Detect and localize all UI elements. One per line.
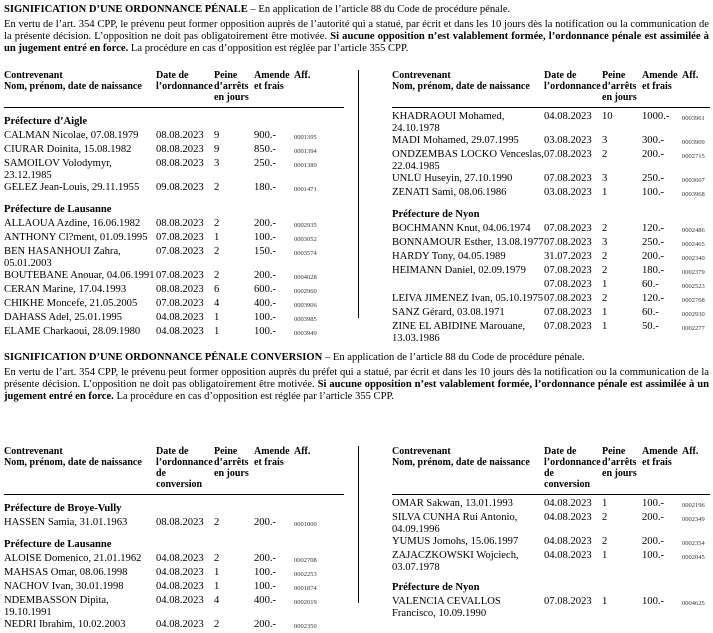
header-name: Contrevenant Nom, prénom, date de naissance xyxy=(392,70,544,108)
order-date: 04.08.2023 xyxy=(544,512,592,523)
table-row xyxy=(392,279,710,293)
header-name: Contrevenant Nom, prénom, date de naissance xyxy=(4,446,156,495)
days-arrest: 2 xyxy=(602,536,608,547)
group-header xyxy=(4,108,344,131)
fine-amount: 250.- xyxy=(254,158,277,169)
table-row xyxy=(392,187,710,201)
table-row xyxy=(4,232,344,246)
order-date: 04.08.2023 xyxy=(156,595,204,606)
conversion-table-right xyxy=(392,446,710,620)
order-date: 07.08.2023 xyxy=(544,223,592,234)
days-arrest: 2 xyxy=(602,149,608,160)
offender-name: KHADRAOUI Mohamed, 24.10.1978 xyxy=(392,111,505,134)
table-row xyxy=(4,284,344,298)
table-row xyxy=(392,321,710,345)
header-name: Contrevenant Nom, prénom, date de naissance xyxy=(392,446,544,495)
case-number: 0003052 xyxy=(294,236,317,243)
days-arrest: 2 xyxy=(602,223,608,234)
fine-amount: 600.- xyxy=(254,284,277,295)
offender-name: GELEZ Jean-Louis, 29.11.1955 xyxy=(4,182,140,193)
header-aff: Aff. xyxy=(682,446,710,495)
days-arrest: 1 xyxy=(602,279,608,290)
fine-amount: 100.- xyxy=(254,312,277,323)
table-row xyxy=(392,149,710,173)
case-number: 0003961 xyxy=(682,115,705,122)
conversion-table-left xyxy=(4,446,344,633)
section-paragraph: En vertu de l’art. 354 CPP, le prévenu peut former opposition auprès du préfet qui a statué, par écrit et dans les 10 jours dès la notification ou la communication de la présente décision. L’opposition ne doit pas obligatoirement être motivée. Si aucune opposition n’est valablement formée, l’ordonnance pénale est assimilée à un jugement entré en force. La procédure en cas d’opposition est réglée par l’article 355 CPP. xyxy=(4,367,709,402)
case-number: 0002523 xyxy=(682,283,705,290)
table-row xyxy=(4,246,344,270)
fine-amount: 60.- xyxy=(642,279,659,290)
offender-name: ANTHONY Cl?ment, 01.09.1995 xyxy=(4,232,148,243)
fine-amount: 200.- xyxy=(254,270,277,281)
case-number: 0001874 xyxy=(294,585,317,592)
table-row xyxy=(4,298,344,312)
order-date: 07.08.2023 xyxy=(156,246,204,257)
order-date: 07.08.2023 xyxy=(544,237,592,248)
section-paragraph: En vertu de l’art. 354 CPP, le prévenu peut former opposition auprès de l’autorité qui a statué, par écrit et dans les 10 jours dès la notification ou la communication de la présente décision. L’opposition ne doit pas obligatoirement être motivée. Si aucune opposition n’est valablement formée, l’ordonnance pénale est assimilée à un jugement entré en force. La procédure en cas d’opposition est réglée par l’article 355 CPP. xyxy=(4,19,709,54)
case-number: 0002379 xyxy=(682,269,705,276)
case-number: 0002019 xyxy=(294,599,317,606)
days-arrest: 2 xyxy=(602,251,608,262)
fine-amount: 250.- xyxy=(642,237,665,248)
order-date: 07.08.2023 xyxy=(544,596,592,607)
offender-name: MAHSAS Omar, 08.06.1998 xyxy=(4,567,128,578)
fine-amount: 300.- xyxy=(642,135,665,146)
fine-amount: 200.- xyxy=(254,218,277,229)
order-date: 07.08.2023 xyxy=(544,321,592,332)
column-divider xyxy=(358,70,359,318)
table-row xyxy=(392,135,710,149)
case-number: 0003968 xyxy=(682,191,705,198)
case-number: 0002354 xyxy=(682,540,705,547)
case-number: 0003985 xyxy=(294,316,317,323)
days-arrest: 2 xyxy=(602,512,608,523)
table-row xyxy=(4,581,344,595)
days-arrest: 3 xyxy=(602,135,608,146)
days-arrest: 2 xyxy=(214,182,220,193)
fine-amount: 100.- xyxy=(254,326,277,337)
offender-name: SANZ Gérard, 03.08.1971 xyxy=(392,307,505,318)
group-header xyxy=(392,201,710,223)
column-divider xyxy=(358,446,359,603)
case-number: 0002486 xyxy=(682,227,705,234)
offender-name: ALLAOUA Azdine, 16.06.1982 xyxy=(4,218,141,229)
order-date: 03.08.2023 xyxy=(544,135,592,146)
case-number: 0002465 xyxy=(682,241,705,248)
prefecture-name: Préfecture de Nyon xyxy=(392,209,480,220)
group-header xyxy=(392,574,710,596)
offender-name: YUMUS Jomohs, 15.06.1997 xyxy=(392,536,519,547)
offender-name: BOUTEBANE Anouar, 04.06.1991 xyxy=(4,270,155,281)
days-arrest: 2 xyxy=(602,293,608,304)
order-date: 04.08.2023 xyxy=(544,536,592,547)
offender-name: HASSEN Samia, 31.01.1963 xyxy=(4,517,128,528)
days-arrest: 10 xyxy=(602,111,613,122)
table-row xyxy=(392,223,710,237)
header-aff: Aff. xyxy=(294,70,344,108)
group-header xyxy=(4,531,344,553)
offender-name: SILVA CUNHA Rui Antonio, 04.09.1996 xyxy=(392,512,518,535)
order-date: 09.08.2023 xyxy=(156,182,204,193)
table-row xyxy=(392,111,710,135)
penalty-table-left xyxy=(4,70,344,340)
table-row xyxy=(4,553,344,567)
offender-name: ONDZEMBAS LOCKO Venceslas, 22.04.1985 xyxy=(392,149,544,172)
table-row xyxy=(392,251,710,265)
prefecture-name: Préfecture de Broye-Vully xyxy=(4,503,122,514)
order-date: 07.08.2023 xyxy=(156,298,204,309)
days-arrest: 9 xyxy=(214,130,220,141)
offender-name: ZINE EL ABIDINE Marouane, 13.03.1986 xyxy=(392,321,526,344)
table-row xyxy=(4,517,344,531)
case-number: 0002045 xyxy=(682,554,705,561)
days-arrest: 3 xyxy=(214,158,220,169)
offender-name: LEIVA JIMENEZ Ivan, 05.10.1975 xyxy=(392,293,544,304)
order-date: 04.08.2023 xyxy=(544,498,592,509)
offender-name: ALOISE Domenico, 21.01.1962 xyxy=(4,553,142,564)
days-arrest: 1 xyxy=(214,232,220,243)
group-header xyxy=(4,495,344,518)
header-peine: Peine d’arrêts en jours xyxy=(214,70,254,108)
table-row xyxy=(392,265,710,279)
fine-amount: 100.- xyxy=(642,550,665,561)
fine-amount: 180.- xyxy=(254,182,277,193)
prefecture-name: Préfecture de Lausanne xyxy=(4,539,112,550)
fine-amount: 100.- xyxy=(642,596,665,607)
table-row xyxy=(392,237,710,251)
days-arrest: 1 xyxy=(602,307,608,318)
table-header xyxy=(392,446,710,495)
offender-name: CHIKHE Moncefe, 21.05.2005 xyxy=(4,298,138,309)
offender-name: BOCHMANN Knut, 04.06.1974 xyxy=(392,223,531,234)
fine-amount: 200.- xyxy=(254,517,277,528)
table-row xyxy=(4,595,344,619)
order-date: 07.08.2023 xyxy=(544,293,592,304)
fine-amount: 850.- xyxy=(254,144,277,155)
case-number: 0002277 xyxy=(682,325,705,332)
offender-name: UNLÜ Huseyin, 27.10.1990 xyxy=(392,173,513,184)
fine-amount: 120.- xyxy=(642,293,665,304)
case-number: 0003906 xyxy=(294,302,317,309)
order-date: 04.08.2023 xyxy=(156,312,204,323)
fine-amount: 200.- xyxy=(254,553,277,564)
days-arrest: 2 xyxy=(214,270,220,281)
order-date: 04.08.2023 xyxy=(156,553,204,564)
offender-name: OMAR Sakwan, 13.01.1993 xyxy=(392,498,513,509)
table-row xyxy=(4,144,344,158)
prefecture-name: Préfecture de Lausanne xyxy=(4,204,112,215)
case-number: 0003667 xyxy=(682,177,705,184)
offender-name: DAHASS Adel, 25.01.1995 xyxy=(4,312,123,323)
offender-name: HARDY Tony, 04.05.1989 xyxy=(392,251,506,262)
group-header xyxy=(4,196,344,218)
order-date: 07.08.2023 xyxy=(156,270,204,281)
fine-amount: 100.- xyxy=(254,581,277,592)
order-date: 04.08.2023 xyxy=(156,326,204,337)
table-header xyxy=(4,70,344,108)
table-row xyxy=(392,596,710,620)
order-date: 07.08.2023 xyxy=(544,265,592,276)
penalty-table-right xyxy=(392,70,710,345)
case-number: 0002340 xyxy=(682,255,705,262)
case-number: 0002960 xyxy=(294,288,317,295)
prefecture-name: Préfecture d’Aigle xyxy=(4,116,88,127)
case-number: 0001395 xyxy=(294,134,317,141)
offender-name: BONNAMOUR Esther, 13.08.1977 xyxy=(392,237,544,248)
order-date: 31.07.2023 xyxy=(544,251,592,262)
case-number: 0002930 xyxy=(682,311,705,318)
header-amende: Amende et frais xyxy=(254,446,294,495)
order-date: 03.08.2023 xyxy=(544,187,592,198)
case-number: 0001394 xyxy=(294,148,317,155)
fine-amount: 50.- xyxy=(642,321,659,332)
days-arrest: 2 xyxy=(214,517,220,528)
table-row xyxy=(4,326,344,340)
fine-amount: 180.- xyxy=(642,265,665,276)
offender-name: ZAJACZKOWSKI Wojciech, 03.07.1978 xyxy=(392,550,519,573)
days-arrest: 1 xyxy=(602,596,608,607)
header-peine: Peine d’arrêts en jours xyxy=(214,446,254,495)
days-arrest: 3 xyxy=(602,237,608,248)
order-date: 07.08.2023 xyxy=(544,307,592,318)
days-arrest: 1 xyxy=(602,550,608,561)
case-number: 0003574 xyxy=(294,250,317,257)
case-number: 0002708 xyxy=(294,557,317,564)
order-date: 08.08.2023 xyxy=(156,158,204,169)
days-arrest: 3 xyxy=(602,173,608,184)
case-number: 0003909 xyxy=(682,139,705,146)
header-peine: Peine d’arrêts en jours xyxy=(602,446,642,495)
order-date: 07.08.2023 xyxy=(544,279,592,290)
header-peine: Peine d’arrêts en jours xyxy=(602,70,642,108)
fine-amount: 60.- xyxy=(642,307,659,318)
header-aff: Aff. xyxy=(294,446,344,495)
fine-amount: 150.- xyxy=(254,246,277,257)
table-row xyxy=(392,512,710,536)
header-name: Contrevenant Nom, prénom, date de naissance xyxy=(4,70,156,108)
offender-name: HEIMANN Daniel, 02.09.1979 xyxy=(392,265,526,276)
header-aff: Aff. xyxy=(682,70,710,108)
order-date: 07.08.2023 xyxy=(544,173,592,184)
order-date: 04.08.2023 xyxy=(156,567,204,578)
table-header xyxy=(392,70,710,108)
offender-name: NACHOV Ivan, 30.01.1998 xyxy=(4,581,124,592)
days-arrest: 2 xyxy=(214,619,220,630)
fine-amount: 200.- xyxy=(642,536,665,547)
offender-name: NDEMBASSON Dipita, 19.10.1991 xyxy=(4,595,109,618)
days-arrest: 1 xyxy=(602,321,608,332)
days-arrest: 6 xyxy=(214,284,220,295)
fine-amount: 100.- xyxy=(254,567,277,578)
order-date: 08.08.2023 xyxy=(156,517,204,528)
days-arrest: 2 xyxy=(214,553,220,564)
case-number: 0002768 xyxy=(682,297,705,304)
fine-amount: 1000.- xyxy=(642,111,670,122)
header-date: Date de l’ordonnance de conversion xyxy=(544,446,602,495)
table-row xyxy=(4,158,344,182)
order-date: 08.08.2023 xyxy=(156,284,204,295)
days-arrest: 1 xyxy=(214,581,220,592)
days-arrest: 4 xyxy=(214,298,220,309)
table-row xyxy=(4,312,344,326)
offender-name: VALENCIA CEVALLOS Francisco, 10.09.1990 xyxy=(392,596,501,619)
case-number: 0004625 xyxy=(682,600,705,607)
table-row xyxy=(392,307,710,321)
section-ordonnance-conversion xyxy=(4,352,709,403)
fine-amount: 400.- xyxy=(254,298,277,309)
section-title: SIGNIFICATION D’UNE ORDONNANCE PÉNALE – En application de l’article 88 du Code de procédure pénale. xyxy=(4,4,511,15)
days-arrest: 2 xyxy=(602,265,608,276)
order-date: 08.08.2023 xyxy=(156,144,204,155)
days-arrest: 1 xyxy=(214,567,220,578)
days-arrest: 9 xyxy=(214,144,220,155)
prefecture-name: Préfecture de Nyon xyxy=(392,582,480,593)
section-title: SIGNIFICATION D’UNE ORDONNANCE PÉNALE CONVERSION – En application de l’article 88 du Code de procédure pénale. xyxy=(4,352,585,363)
order-date: 04.08.2023 xyxy=(544,550,592,561)
days-arrest: 1 xyxy=(214,326,220,337)
table-row xyxy=(392,536,710,550)
days-arrest: 1 xyxy=(602,498,608,509)
case-number: 0002349 xyxy=(682,516,705,523)
offender-name: NEDRI Ibrahim, 10.02.2003 xyxy=(4,619,126,630)
order-date: 04.08.2023 xyxy=(156,581,204,592)
case-number: 0002196 xyxy=(682,502,705,509)
table-row xyxy=(392,173,710,187)
days-arrest: 4 xyxy=(214,595,220,606)
table-row xyxy=(392,293,710,307)
case-number: 0001000 xyxy=(294,521,317,528)
header-amende: Amende et frais xyxy=(642,70,682,108)
order-date: 04.08.2023 xyxy=(156,619,204,630)
table-row xyxy=(4,270,344,284)
header-amende: Amende et frais xyxy=(254,70,294,108)
fine-amount: 400.- xyxy=(254,595,277,606)
case-number: 0004028 xyxy=(294,274,317,281)
offender-name: MADI Mohamed, 29.07.1995 xyxy=(392,135,519,146)
table-row xyxy=(4,619,344,633)
fine-amount: 200.- xyxy=(254,619,277,630)
table-header xyxy=(4,446,344,495)
fine-amount: 100.- xyxy=(642,498,665,509)
days-arrest: 2 xyxy=(214,246,220,257)
fine-amount: 900.- xyxy=(254,130,277,141)
fine-amount: 200.- xyxy=(642,251,665,262)
order-date: 08.08.2023 xyxy=(156,218,204,229)
table-row xyxy=(392,550,710,574)
case-number: 0002253 xyxy=(294,571,317,578)
offender-name: CALMAN Nicolae, 07.08.1979 xyxy=(4,130,139,141)
order-date: 07.08.2023 xyxy=(544,149,592,160)
header-date: Date de l’ordonnance xyxy=(156,70,214,108)
fine-amount: 120.- xyxy=(642,223,665,234)
case-number: 0002935 xyxy=(294,222,317,229)
order-date: 08.08.2023 xyxy=(156,130,204,141)
table-row xyxy=(4,130,344,144)
table-row xyxy=(4,182,344,196)
offender-name: CIURAR Doinita, 15.08.1982 xyxy=(4,144,132,155)
table-row xyxy=(4,567,344,581)
header-amende: Amende et frais xyxy=(642,446,682,495)
case-number: 0001471 xyxy=(294,186,317,193)
order-date: 04.08.2023 xyxy=(544,111,592,122)
case-number: 0003949 xyxy=(294,330,317,337)
fine-amount: 100.- xyxy=(642,187,665,198)
case-number: 0002350 xyxy=(294,623,317,630)
section-ordonnance-penale xyxy=(4,4,709,55)
header-date: Date de l’ordonnance de conversion xyxy=(156,446,214,495)
fine-amount: 100.- xyxy=(254,232,277,243)
days-arrest: 1 xyxy=(214,312,220,323)
header-date: Date de l’ordonnance xyxy=(544,70,602,108)
fine-amount: 200.- xyxy=(642,512,665,523)
table-row xyxy=(392,498,710,512)
offender-name: ELAME Charkaoui, 28.09.1980 xyxy=(4,326,141,337)
offender-name: ZENATI Sami, 08.06.1986 xyxy=(392,187,507,198)
days-arrest: 1 xyxy=(602,187,608,198)
fine-amount: 250.- xyxy=(642,173,665,184)
table-row xyxy=(4,218,344,232)
fine-amount: 200.- xyxy=(642,149,665,160)
offender-name: BEN HASANHOUI Zahra, 05.01.2003 xyxy=(4,246,121,269)
case-number: 0001389 xyxy=(294,162,317,169)
order-date: 07.08.2023 xyxy=(156,232,204,243)
case-number: 0002715 xyxy=(682,153,705,160)
offender-name: CERAN Marine, 17.04.1993 xyxy=(4,284,127,295)
offender-name: SAMOILOV Volodymyr, 23.12.1985 xyxy=(4,158,112,181)
days-arrest: 2 xyxy=(214,218,220,229)
offender-name xyxy=(392,279,544,293)
